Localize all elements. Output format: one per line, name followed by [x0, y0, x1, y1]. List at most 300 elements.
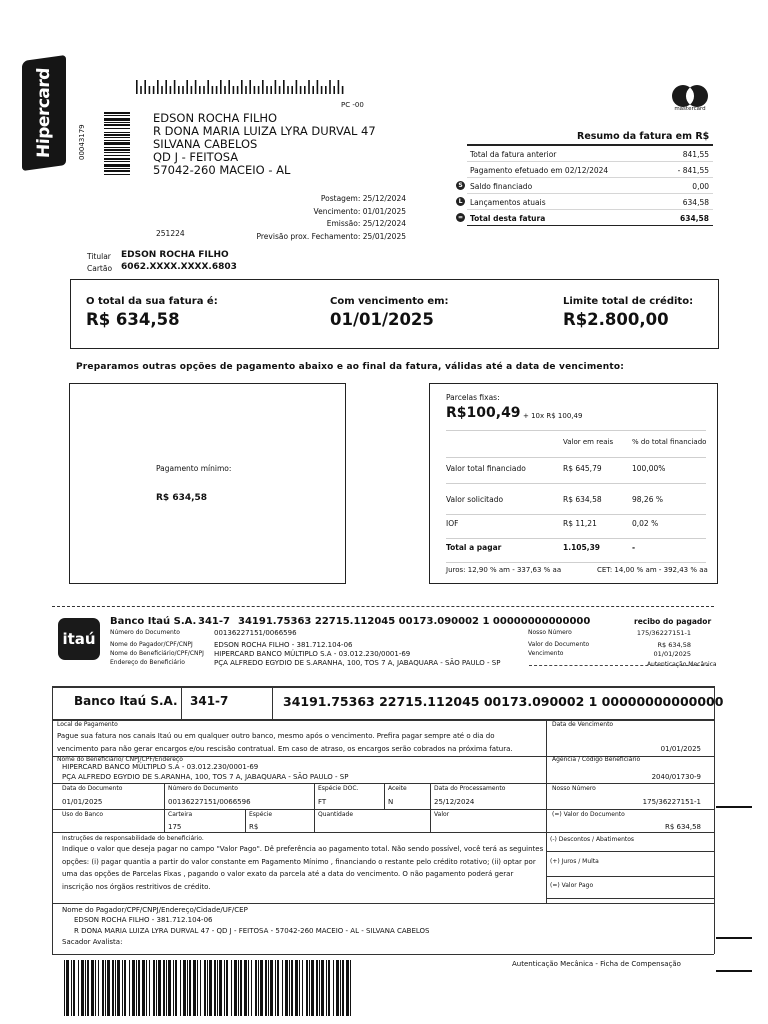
postal-code: PC -00 [341, 101, 364, 109]
receipt-right-value: R$ 634,58 [657, 641, 691, 649]
installments-value: R$100,49 [446, 405, 521, 421]
carteira-label: Carteira [168, 811, 193, 818]
barcode-bar [173, 960, 174, 1016]
barcode-bar [207, 80, 209, 94]
mastercard-logo: mastercard [667, 84, 713, 112]
total-value: R$ 634,58 [86, 310, 180, 329]
barcode-bar [104, 161, 130, 162]
barcode-bar [295, 960, 298, 1016]
barcode-bar [254, 86, 256, 94]
slip-rule [164, 809, 165, 832]
barcode-bar [237, 86, 239, 94]
receipt-field-label: Endereço do Beneficiário [110, 659, 185, 666]
receipt-field-label: Nome do Beneficiário/CPF/CNPJ [110, 650, 204, 657]
slip-rule [181, 686, 182, 719]
summary-row-label: Total desta fatura [470, 214, 546, 223]
doc-date-value: 01/01/2025 [62, 798, 103, 806]
receipt-right-value: 01/01/2025 [653, 650, 691, 658]
barcode-bar [224, 960, 225, 1016]
summary-row-label: Saldo financiado [470, 182, 533, 191]
valor-pago-label: (=) Valor Pago [550, 882, 594, 889]
slip-rule [52, 954, 714, 955]
barcode-bar [191, 86, 193, 94]
doc-num-value: 00136227151/0066596 [168, 798, 251, 806]
cut-mark [716, 970, 752, 972]
barcode-bar [289, 960, 290, 1016]
barcode-bar [262, 80, 264, 94]
summary-row-label: Pagamento efetuado em 02/12/2024 [470, 166, 609, 175]
slip-rule [430, 783, 431, 809]
barcode-bar [308, 80, 310, 94]
recipient-city: 57042-260 MACEIO - AL [153, 163, 291, 177]
installment-row-pct: 98,26 % [632, 495, 663, 504]
barcode-bar [140, 86, 142, 94]
barcode-bar [182, 86, 184, 94]
installment-row-label: Valor solicitado [446, 495, 504, 504]
barcode-bar [98, 960, 99, 1016]
receipt-auth: Autenticação Mecânica [647, 661, 717, 668]
barcode-bar [231, 960, 232, 1016]
summary-row-value: 0,00 [692, 182, 709, 191]
receipt-code: 341-7 [198, 616, 230, 627]
valor-doc-value: R$ 634,58 [664, 823, 701, 831]
slip-rule [546, 903, 714, 904]
barcode-bar [87, 960, 89, 1016]
nosso-label: Nosso Número [552, 785, 596, 792]
barcode-bar [117, 960, 120, 1016]
barcode-bar [146, 960, 147, 1016]
barcode-bar [104, 128, 130, 129]
recipient-name: EDSON ROCHA FILHO [153, 111, 278, 125]
barcode-bar [304, 86, 306, 94]
proc-label: Data do Processamento [434, 785, 506, 792]
descontos-label: (-) Descontos / Abatimentos [550, 836, 635, 843]
barcode-bar [317, 80, 319, 94]
barcode-bar [187, 960, 188, 1016]
barcode-bar [346, 960, 349, 1016]
barcode-bar [342, 86, 344, 94]
barcode-bar [104, 115, 130, 116]
quantidade-label: Quantidade [318, 811, 354, 818]
summary-row-icon: S [456, 181, 465, 190]
side-barcode [104, 112, 130, 178]
barcode-bar [183, 960, 186, 1016]
slip-rule [546, 876, 714, 877]
agency-label: Agência / Código Beneficiário [552, 756, 641, 763]
local-text: vencimento para não gerar encargos e/ou rescisão contratual. Em caso de atraso, os encargos serão cobrados na próxima fatura. [57, 745, 513, 753]
barcode-bar [136, 960, 137, 1016]
barcode-bar [102, 960, 104, 1016]
barcode-bar [214, 960, 216, 1016]
postagem-date: Postagem: 25/12/2024 [320, 194, 406, 203]
barcode-bar [275, 80, 277, 94]
juros-text: Juros: 12,90 % am - 337,63 % aa [446, 566, 562, 574]
barcode-bar [277, 960, 279, 1016]
slip-rule [245, 809, 246, 832]
slip-rule [52, 686, 714, 688]
instructions-line: uma das opções de Parcelas Fixas , pagando o valor exato da parcela até a data do vencimento. O não pagamento poderá gerar [62, 870, 514, 878]
barcode-bar [129, 960, 130, 1016]
summary-row [467, 162, 713, 178]
barcode-bar [279, 86, 281, 94]
slip-footer: Autenticação Mecânica - Ficha de Compensação [512, 960, 681, 968]
slip-rule [52, 719, 714, 721]
instructions-line: opções: (i) pagar quantia a partir do valor constante em Pagamento Mínimo , financiando o restante pelo crédito rotativo; (ii) optar por [62, 857, 536, 866]
barcode-bar [216, 86, 218, 94]
barcode-bar [104, 149, 130, 151]
barcode-bar [249, 80, 251, 94]
barcode-bar [234, 960, 237, 1016]
summary-row-icon: L [456, 197, 465, 206]
especie-doc-value: FT [318, 798, 327, 806]
slip-rule [52, 686, 53, 954]
barcode-bar [104, 140, 130, 141]
dates-block [230, 193, 406, 243]
slip-code: 341-7 [190, 694, 229, 708]
recipient-street: R DONA MARIA LUIZA LYRA DURVAL 47 [153, 124, 376, 138]
barcode-bar [71, 960, 72, 1016]
recipient-block: QD J - FEITOSA [153, 150, 239, 164]
barcode-bar [153, 86, 155, 94]
payer-line: EDSON ROCHA FILHO - 381.712.104-06 [74, 916, 213, 924]
local-label: Local de Pagamento [57, 721, 118, 728]
barcode-bar [156, 960, 157, 1016]
installment-row-value: R$ 645,79 [563, 464, 602, 473]
barcode-bar [95, 960, 96, 1016]
barcode-bar [73, 960, 75, 1016]
barcode-bar [321, 86, 323, 94]
barcode-bar [104, 155, 130, 156]
barcode-bar [165, 80, 167, 94]
barcode-bar [193, 960, 196, 1016]
summary-row-icon: = [457, 214, 464, 221]
barcode-bar [166, 960, 167, 1016]
barcode-bar [251, 960, 252, 1016]
barcode-bar [104, 170, 130, 172]
barcode-bar [340, 960, 341, 1016]
due-label: Data de Vencimento [552, 721, 614, 728]
barcode-bar [312, 86, 314, 94]
barcode-bar [104, 137, 130, 138]
receipt-field-label: Número do Documento [110, 629, 180, 636]
receipt-right-label: Valor do Documento [528, 641, 590, 648]
due-value: 01/01/2025 [330, 310, 434, 329]
valor-doc-label: (=) Valor do Documento [552, 811, 625, 818]
cut-mark [716, 937, 752, 939]
beneficiary-line: PÇA ALFREDO EGYDIO DE S.ARANHA, 100, TOS 7 A, JABAQUARA - SÃO PAULO - SP [62, 773, 349, 781]
holder-label: Titular [87, 252, 111, 261]
barcode-bar [200, 960, 201, 1016]
installment-row-value: 1.105,39 [563, 543, 601, 552]
barcode-bar [258, 960, 259, 1016]
table-divider [446, 483, 706, 484]
limit-label: Limite total de crédito: [563, 296, 694, 307]
barcode-bar [112, 960, 114, 1016]
barcode-bar [104, 112, 130, 114]
slip-rule [546, 898, 714, 899]
postal-barcode [136, 80, 344, 94]
barcode-bar [311, 960, 314, 1016]
slip-rule [714, 686, 715, 954]
barcode-bar [161, 86, 163, 94]
instructions-line: inscrição nos órgãos restritivos de crédito. [62, 882, 211, 891]
barcode-bar [149, 960, 150, 1016]
barcode-bar [319, 960, 320, 1016]
barcode-bar [283, 80, 285, 94]
payment-barcode[interactable] [64, 960, 354, 1016]
previsao-date: Previsão prox. Fechamento: 25/01/2025 [256, 231, 406, 241]
instructions-label: Instruções de responsabilidade do beneficiário. [62, 835, 204, 842]
barcode-bar [241, 80, 243, 94]
cut-mark [716, 806, 752, 808]
installment-row-label: Valor total financiado [446, 464, 526, 473]
barcode-bar [326, 960, 327, 1016]
barcode-bar [285, 960, 288, 1016]
card-label: Cartão [87, 264, 113, 273]
barcode-bar [104, 132, 130, 133]
minimum-label: Pagamento mínimo: [156, 464, 232, 473]
receipt-field-value: HIPERCARD BANCO MÚLTIPLO S.A - 03.012.230/0001-69 [214, 650, 411, 658]
payer-label: Nome do Pagador/CPF/CNPJ/Endereço/Cidade/UF/CEP [62, 906, 248, 914]
col-header-pct: % do total financiado [632, 438, 707, 446]
sacador-label: Sacador Avalista: [62, 938, 123, 946]
barcode-bar [333, 86, 335, 94]
barcode-bar [226, 960, 228, 1016]
barcode-bar [321, 960, 324, 1016]
barcode-bar [268, 960, 269, 1016]
barcode-bar [270, 960, 273, 1016]
instructions-line: Indique o valor que deseja pagar no campo "Valor Pago". Dê preferência ao pagamento total. Não sendo possível, você terá as seguintes [62, 845, 544, 853]
especie-label: Espécie [249, 811, 273, 818]
barcode-bar [175, 960, 177, 1016]
barcode-bar [136, 80, 138, 94]
barcode-bar [325, 86, 327, 94]
recipient-address [153, 112, 376, 177]
barcode-bar [122, 960, 123, 1016]
slip-rule [52, 783, 714, 784]
holder-name: EDSON ROCHA FILHO [121, 250, 229, 260]
barcode-bar [336, 960, 339, 1016]
options-title: Preparamos outras opções de pagamento abaixo e ao final da fatura, válidas até a data de vencimento: [76, 362, 625, 372]
barcode-bar [180, 960, 181, 1016]
slip-rule [384, 783, 385, 809]
barcode-bar [204, 960, 206, 1016]
hipercard-logo: Hipercard [22, 55, 66, 171]
barcode-bar [207, 960, 208, 1016]
minimum-payment-box [69, 383, 346, 584]
summary-title: Resumo da fatura em R$ [577, 131, 710, 142]
barcode-bar [142, 960, 145, 1016]
especie-doc-label: Espécie DOC. [318, 785, 359, 792]
cut-line [52, 606, 714, 607]
barcode-bar [228, 80, 230, 94]
barcode-bar [104, 118, 130, 121]
barcode-bar [64, 960, 65, 1016]
receipt-field-value: EDSON ROCHA FILHO - 381.712.104-06 [214, 641, 353, 649]
minimum-value: R$ 634,58 [156, 493, 208, 503]
barcode-bar [240, 960, 242, 1016]
barcode-bar [306, 960, 308, 1016]
installments-label: Parcelas fixas: [446, 393, 500, 402]
barcode-bar [233, 86, 235, 94]
barcode-bar [309, 960, 310, 1016]
barcode-bar [104, 174, 130, 175]
emissao-date: Emissão: 25/12/2024 [326, 219, 406, 228]
barcode-bar [104, 152, 130, 153]
barcode-bar [217, 960, 218, 1016]
table-divider [446, 514, 706, 515]
barcode-bar [66, 960, 69, 1016]
barcode-bar [302, 960, 303, 1016]
installment-row-label: Total a pagar [446, 543, 502, 552]
summary-row [458, 178, 713, 194]
table-divider [446, 562, 706, 563]
uso-label: Uso do Banco [62, 811, 104, 818]
cet-text: CET: 14,00 % am - 392,43 % aa [597, 566, 708, 574]
doc-num-label: Número do Documento [168, 785, 238, 792]
barcode-bar [275, 960, 276, 1016]
carteira-value: 175 [168, 823, 182, 831]
vencimento-date: Vencimento: 01/01/2025 [313, 206, 406, 216]
recipient-district: SILVANA CABELOS [153, 137, 258, 151]
barcode-bar [91, 960, 94, 1016]
installment-row-value: R$ 634,58 [563, 495, 602, 504]
receipt-title: recibo do pagador [634, 617, 712, 626]
barcode-bar [219, 960, 222, 1016]
table-divider [446, 538, 706, 539]
slip-digitable-line[interactable]: 34191.75363 22715.112045 00173.090002 1 00000000000000 [283, 694, 724, 709]
summary-row [458, 194, 713, 210]
summary-row-value: 634,58 [680, 214, 709, 223]
card-number: 6062.XXXX.XXXX.6803 [121, 262, 237, 272]
slip-rule [314, 809, 315, 832]
barcode-bar [104, 124, 130, 126]
barcode-bar [178, 86, 180, 94]
barcode-bar [244, 960, 247, 1016]
barcode-bar [158, 960, 161, 1016]
doc-date-label: Data do Documento [62, 785, 123, 792]
barcode-bar [195, 80, 197, 94]
slip-rule [430, 809, 431, 832]
barcode-bar [203, 86, 205, 94]
barcode-bar [258, 86, 260, 94]
barcode-bar [245, 86, 247, 94]
payer-line: R DONA MARIA LUIZA LYRA DURVAL 47 - QD J - FEITOSA - 57042-260 MACEIO - AL - SILVANA CABELOS [74, 927, 430, 935]
valor-label: Valor [434, 811, 450, 818]
barcode-bar [212, 86, 214, 94]
summary-row-value: - 841,55 [677, 166, 709, 175]
barcode-bar [104, 134, 130, 136]
slip-rule [546, 719, 547, 903]
limit-value: R$2.800,00 [563, 310, 669, 329]
barcode-bar [197, 960, 198, 1016]
barcode-bar [186, 80, 188, 94]
barcode-bar [338, 80, 340, 94]
barcode-bar [224, 86, 226, 94]
installment-row-label: IOF [446, 519, 459, 528]
summary-row-value: 841,55 [682, 150, 709, 159]
barcode-bar [104, 142, 130, 145]
barcode-bar [287, 86, 289, 94]
slip-rule [546, 851, 714, 852]
barcode-bar [291, 86, 293, 94]
barcode-bar [149, 86, 151, 94]
barcode-bar [104, 122, 130, 123]
receipt-bank: Banco Itaú S.A. [110, 616, 197, 627]
barcode-bar [170, 86, 172, 94]
slip-rule [52, 809, 714, 810]
total-label: O total da sua fatura é: [86, 296, 218, 307]
barcode-bar [270, 86, 272, 94]
reference-code: 251224 [156, 229, 185, 238]
slip-rule [164, 783, 165, 809]
barcode-bar [104, 147, 130, 148]
installment-row-pct: - [632, 543, 636, 552]
summary-row-value: 634,58 [682, 198, 709, 207]
barcode-bar [199, 86, 201, 94]
summary-row-label: Lançamentos atuais [470, 198, 546, 207]
receipt-field-label: Nome do Pagador/CPF/CNPJ [110, 641, 193, 648]
barcode-bar [157, 80, 159, 94]
itau-logo: itaú [58, 618, 100, 660]
barcode-bar [81, 960, 84, 1016]
receipt-digitable-line[interactable]: 34191.75363 22715.112045 00173.090002 1 00000000000000 [238, 616, 591, 627]
barcode-bar [105, 960, 106, 1016]
agency-value: 2040/01730-9 [651, 773, 701, 781]
barcode-bar [104, 164, 130, 167]
aceite-label: Aceite [388, 785, 407, 792]
due-label: Com vencimento em: [330, 296, 449, 307]
barcode-bar [124, 960, 126, 1016]
barcode-bar [260, 960, 263, 1016]
barcode-bar [333, 960, 334, 1016]
aceite-value: N [388, 798, 394, 806]
barcode-bar [328, 960, 330, 1016]
summary-row-label: Total da fatura anterior [470, 150, 557, 159]
barcode-bar [296, 80, 298, 94]
barcode-bar [163, 960, 165, 1016]
receipt-right-label: Vencimento [528, 650, 564, 657]
receipt-right-value: 175/36227151-1 [636, 629, 691, 637]
barcode-bar [104, 168, 130, 169]
receipt-field-value: PÇA ALFREDO EGYDIO DE S.ARANHA, 100, TOS 7 A, JABAQUARA - SÃO PAULO - SP [214, 659, 501, 667]
barcode-bar [174, 80, 176, 94]
slip-rule [272, 686, 273, 719]
barcode-bar [329, 80, 331, 94]
barcode-bar [138, 960, 140, 1016]
barcode-bar [350, 960, 351, 1016]
barcode-bar [316, 960, 318, 1016]
barcode-bar [78, 960, 79, 1016]
barcode-bar [153, 960, 155, 1016]
receipt-right-label: Nosso Número [528, 629, 572, 636]
especie-value: R$ [249, 823, 259, 831]
slip-bank: Banco Itaú S.A. [74, 694, 178, 708]
summary-row [467, 146, 713, 162]
beneficiary-line: HIPERCARD BANCO MÚLTIPLO S.A - 03.012.230/0001-69 [62, 763, 259, 771]
installment-row-pct: 100,00% [632, 464, 666, 473]
slip-rule [314, 783, 315, 809]
barcode-bar [85, 960, 86, 1016]
barcode-bar [220, 80, 222, 94]
barcode-bar [132, 960, 135, 1016]
installment-row-pct: 0,02 % [632, 519, 659, 528]
beneficiary-label: Nome do Beneficiário/ CNPJ/CPF/Endereço [57, 756, 183, 763]
barcode-bar [299, 960, 300, 1016]
receipt-field-value: 00136227151/0066596 [214, 629, 297, 637]
local-text: Pague sua fatura nos canais Itaú ou em qualquer outro banco, mesmo após o vencimento. Prefira pagar sempre até o dia do [57, 732, 495, 740]
barcode-bar [300, 86, 302, 94]
